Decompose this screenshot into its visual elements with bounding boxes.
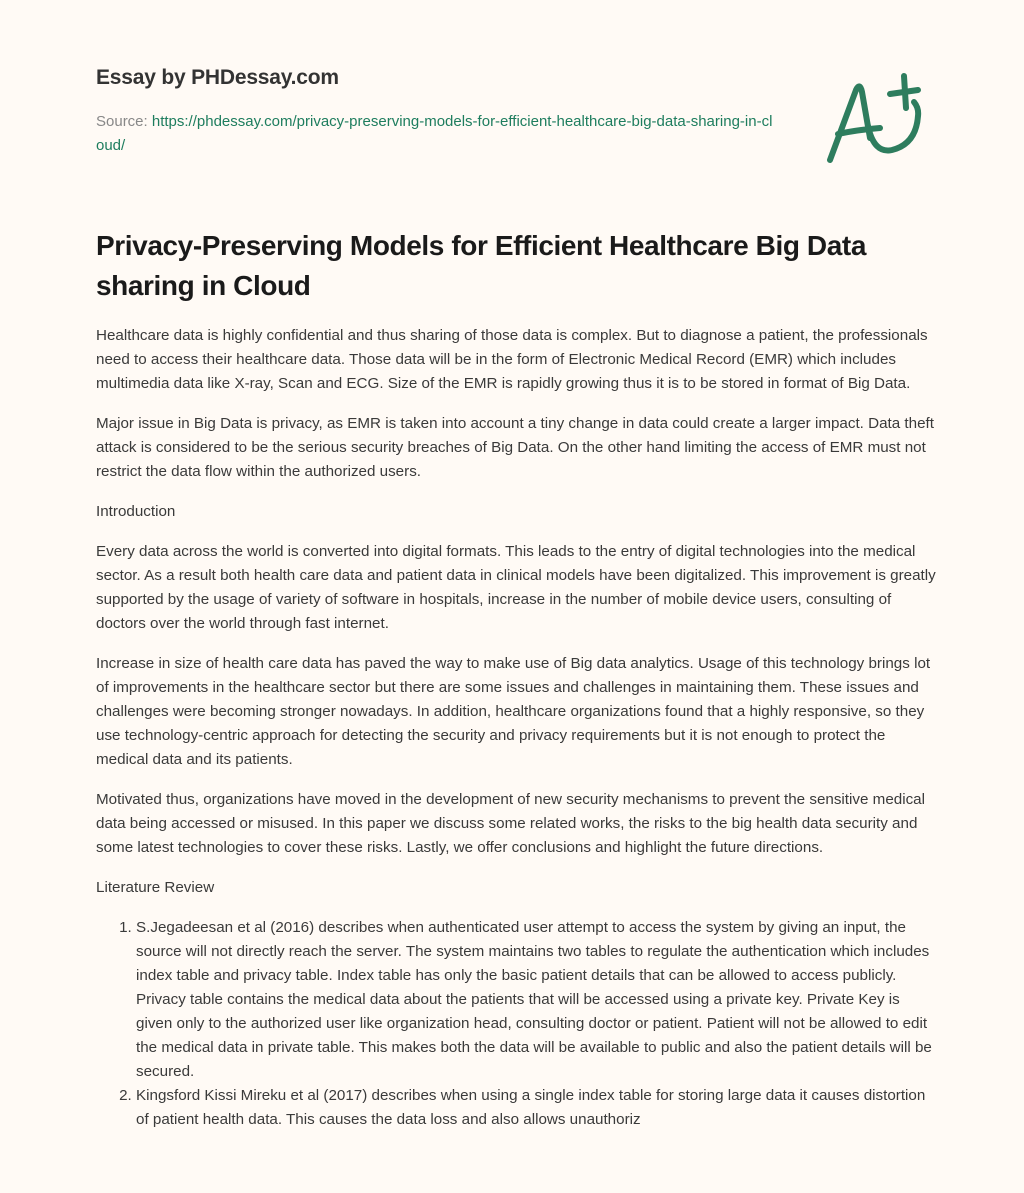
intro-paragraph: Major issue in Big Data is privacy, as EMR is taken into account a tiny change in data could create a larger impact. Data theft attack is considered to be the serious security breaches of Big Data. On the other hand limiting the access of EMR must not restrict the data flow within the authorized users. <box>96 415 934 480</box>
a-plus-grade-icon <box>818 68 928 168</box>
site-title: Essay by PHDessay.com <box>96 66 339 89</box>
article-body <box>96 324 936 1132</box>
article-title: Privacy-Preserving Models for Efficient Healthcare Big Data sharing in Cloud <box>96 230 866 301</box>
source-label: Source: <box>96 113 148 130</box>
section-heading-literature-review: Literature Review <box>96 879 215 896</box>
literature-review-item: 2. Kingsford Kissi Mireku et al (2017) describes when using a single index table for storing large data it causes distortion of patient health data. This causes the data loss and also allows unauthoriz <box>136 1084 936 1132</box>
literature-review-list <box>96 916 936 1132</box>
section-heading-introduction: Introduction <box>96 503 176 520</box>
intro-paragraph: Healthcare data is highly confidential and thus sharing of those data is complex. But to diagnose a patient, the professionals need to access their healthcare data. Those data will be in the form of Electronic Medical Record (EMR) which includes multimedia data like X-ray, Scan and ECG. Size of the EMR is rapidly growing thus it is to be stored in format of Big Data. <box>96 327 928 392</box>
introduction-paragraph: Increase in size of health care data has paved the way to make use of Big data analytics. Usage of this technology brings lot of improvements in the healthcare sector but there are some issues and challenges in maintaining them. These issues and challenges were becoming stronger nowadays. In addition, healthcare organizations found that a highly responsive, so they use technology-centric approach for detecting the security and privacy requirements but it is not enough to protect the medical data and its patients. <box>96 655 931 768</box>
page-header <box>96 62 776 158</box>
literature-review-item: 1. S.Jegadeesan et al (2016) describes when authenticated user attempt to access the system by giving an input, the source will not directly reach the server. The system maintains two tables to regulate the authentication which includes index table and privacy table. Index table has only the basic patient details that can be allowed to access publicly. Privacy table contains the medical data about the patients that will be accessed using a private key. Private Key is given only to the authorized user like organization head, consulting doctor or patient. Patient will not be allowed to edit the medical data in private table. This makes both the data will be available to public and also the patient details will be secured. <box>136 916 936 1084</box>
introduction-paragraph: Every data across the world is converted into digital formats. This leads to the entry of digital technologies into the medical sector. As a result both health care data and patient data in clinical models have been digitalized. This improvement is greatly supported by the usage of variety of software in hospitals, increase in the number of mobile device users, consulting of doctors over the world through fast internet. <box>96 543 936 632</box>
source-line <box>96 110 776 158</box>
introduction-paragraph: Motivated thus, organizations have moved in the development of new security mechanisms to prevent the sensitive medical data being accessed or misused. In this paper we discuss some related works, the risks to the big health data security and some latest technologies to cover these risks. Lastly, we offer conclusions and highlight the future directions. <box>96 791 925 856</box>
source-link[interactable]: https://phdessay.com/privacy-preserving-models-for-efficient-healthcare-big-data-sharing-in-cloud/ <box>96 113 773 154</box>
